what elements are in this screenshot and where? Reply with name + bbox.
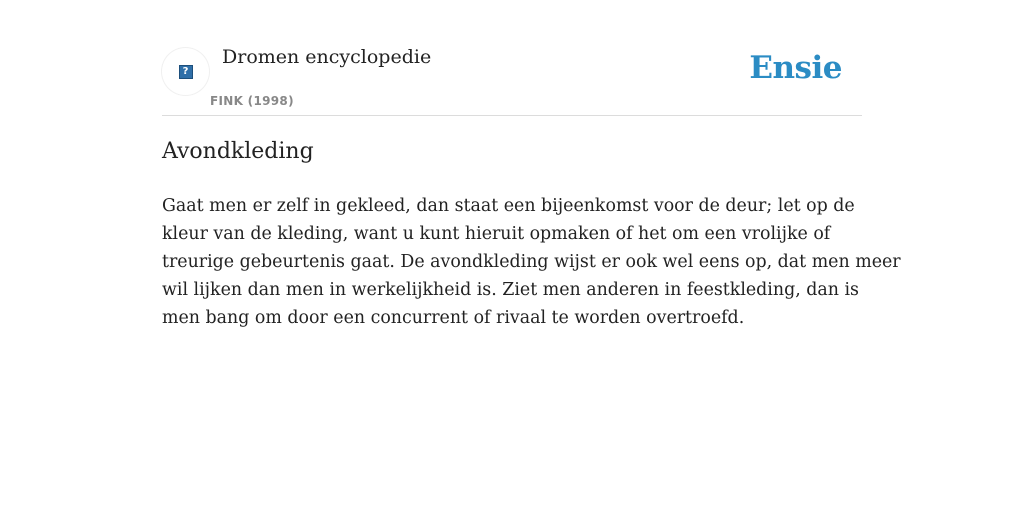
entry-body-line: Gaat men er zelf in gekleed, dan staat een bijeenkomst voor de deur; let op de	[162, 196, 855, 216]
entry-body	[162, 192, 901, 332]
entry-body-line: kleur van de kleding, want u kunt hieruit opmaken of het om een vrolijke of	[162, 224, 831, 244]
entry-body-line: treurige gebeurtenis gaat. De avondkleding wijst er ook wel eens op, dat men meer	[162, 252, 901, 272]
source-author-year: FINK (1998)	[210, 94, 294, 108]
entry-body-line: wil lijken dan men in werkelijkheid is. Ziet men anderen in feestkleding, dan is	[162, 280, 859, 300]
book-placeholder-icon: ?	[179, 65, 193, 79]
book-cover-thumbnail[interactable]	[162, 48, 209, 95]
entry-title: Avondkleding	[162, 139, 314, 164]
source-header	[162, 40, 862, 116]
entry-body-line: men bang om door een concurrent of rivaal te worden overtroefd.	[162, 308, 745, 328]
ensie-logo[interactable]: Ensie	[749, 50, 842, 86]
source-title-link[interactable]: Dromen encyclopedie	[222, 46, 432, 68]
